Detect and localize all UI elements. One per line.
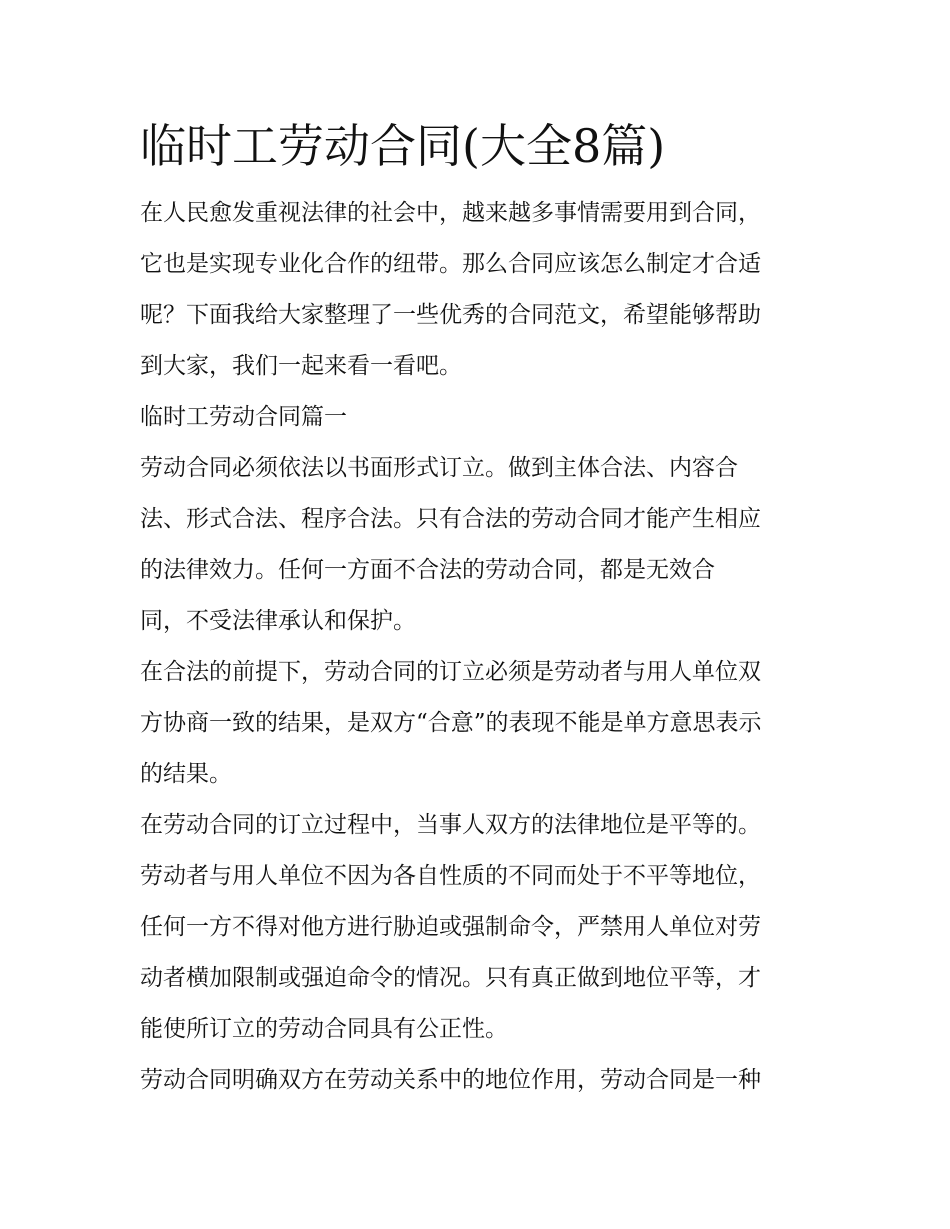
document-page [140, 110, 812, 1106]
paragraph-line: 劳动合同明确双方在劳动关系中的地位作用，劳动合同是一种 [140, 1067, 761, 1093]
paragraph-line: 同，不受法律承认和保护。 [140, 608, 416, 634]
paragraph-line: 劳动合同必须依法以书面形式订立。做到主体合法、内容合 [140, 455, 738, 481]
document-body [140, 188, 812, 1106]
paragraph-line: 能使所订立的劳动合同具有公正性。 [140, 1016, 508, 1042]
paragraph-line: 方协商一致的结果，是双方“合意”的表现不能是单方意思表示 [140, 710, 762, 736]
paragraph-line: 在劳动合同的订立过程中，当事人双方的法律地位是平等的。 [140, 812, 761, 838]
paragraph-line: 动者横加限制或强迫命令的情况。只有真正做到地位平等，才 [140, 965, 761, 991]
paragraph-line: 在人民愈发重视法律的社会中，越来越多事情需要用到合同， [140, 200, 761, 226]
section-heading: 临时工劳动合同篇一 [140, 404, 347, 430]
paragraph-line: 任何一方不得对他方进行胁迫或强制命令，严禁用人单位对劳 [140, 914, 761, 940]
paragraph-line: 到大家，我们一起来看一看吧。 [140, 353, 462, 379]
paragraph-line: 它也是实现专业化合作的纽带。那么合同应该怎么制定才合适 [140, 251, 761, 277]
paragraph-line: 劳动者与用人单位不因为各自性质的不同而处于不平等地位， [140, 863, 761, 889]
document-title: 临时工劳动合同(大全8篇) [140, 119, 666, 173]
paragraph-line: 法、形式合法、程序合法。只有合法的劳动合同才能产生相应 [140, 506, 761, 532]
paragraph-line: 在合法的前提下，劳动合同的订立必须是劳动者与用人单位双 [140, 659, 761, 685]
paragraph-line: 的结果。 [140, 761, 232, 787]
paragraph-line: 呢？下面我给大家整理了一些优秀的合同范文，希望能够帮助 [140, 302, 761, 328]
paragraph-line: 的法律效力。任何一方面不合法的劳动合同，都是无效合 [140, 557, 715, 583]
